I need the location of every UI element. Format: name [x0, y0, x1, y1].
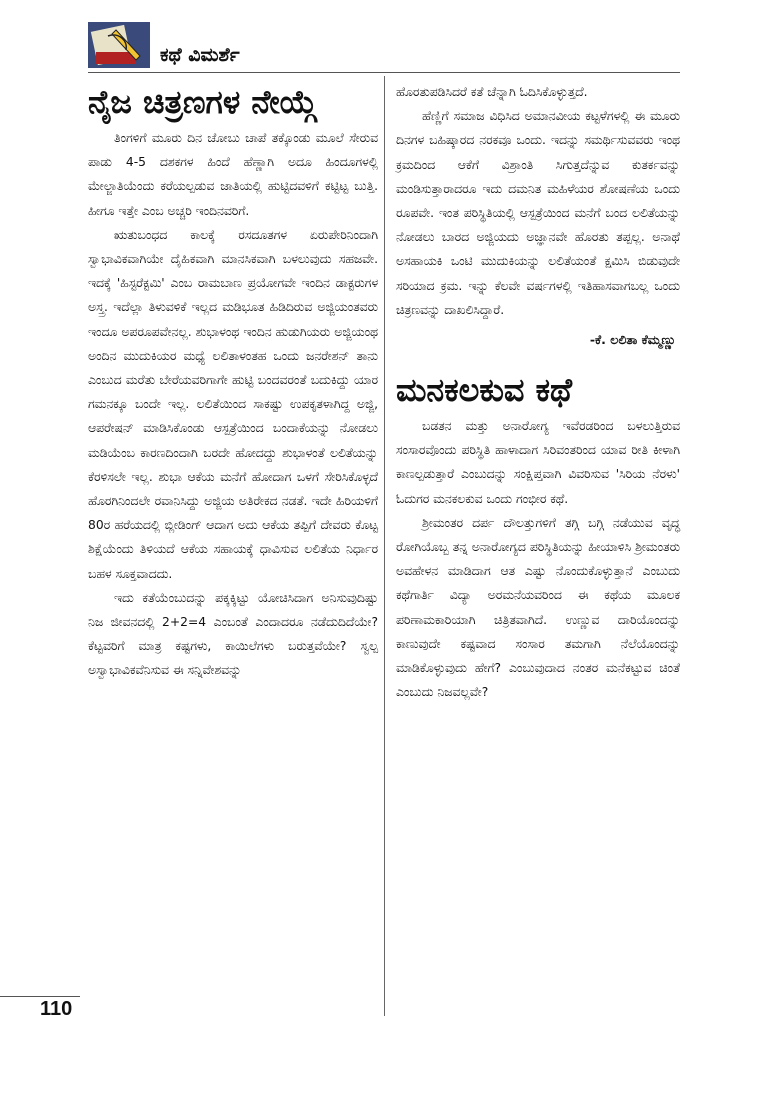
article2-paragraph-1: ಬಡತನ ಮತ್ತು ಅನಾರೋಗ್ಯ ಇವೆರಡರಿಂದ ಬಳಲುತ್ತಿರುವ ಸಂಸಾರವೊಂದು ಪರಿಸ್ಥಿತಿ ಹಾಳಾದಾಗ ಸಿರಿವಂತರಿಂದ ಯಾವ ರೀತಿ ಕೀಳಾಗಿ ಕಾಣಲ್ಪಡುತ್ತಾರೆ ಎಂಬುದನ್ನು ಸಂಕ್ಷಿಪ್ತವಾಗಿ ವಿವರಿಸುವ 'ಸಿರಿಯ ನೆರಳು' ಓದುಗರ ಮನಕಲಕುವ ಒಂದು ಗಂಭೀರ ಕಥೆ. — [396, 419, 680, 506]
section-logo-icon — [88, 22, 150, 68]
article1-paragraph-4: ಹೊರತುಪಡಿಸಿದರೆ ಕತೆ ಚೆನ್ನಾಗಿ ಓದಿಸಿಕೊಳ್ಳುತ್ತದೆ. — [396, 85, 588, 99]
section-title: ಕಥೆ ವಿಮರ್ಶೆ — [160, 44, 240, 66]
page-number: 110 — [40, 998, 73, 1020]
article2-paragraph-2: ಶ್ರೀಮಂತರ ದರ್ಪ ದೌಲತ್ತುಗಳಿಗೆ ತಗ್ಗಿ ಬಗ್ಗಿ ನಡೆಯುವ ವೃದ್ಧ ರೋಗಿಯೊಬ್ಬ ತನ್ನ ಅನಾರೋಗ್ಯದ ಪರಿಸ್ಥಿತಿಯನ್ನು ಹೀಯಾಳಿಸಿ ಶ್ರೀಮಂತರು ಅವಹೇಳನ ಮಾಡಿದಾಗ ಆತ ಎಷ್ಟು ನೊಂದುಕೊಳ್ಳುತ್ತಾನೆ ಎಂಬುದು ಕಥೆಗಾರ್ತಿ ವಿದ್ಯಾ ಅರಮನೆಯವರಿಂದ ಈ ಕಥೆಯ ಮೂಲಕ ಪರಿಣಾಮಕಾರಿಯಾಗಿ ಚಿತ್ರಿತವಾಗಿದೆ. ಉಣ್ಣುವ ದಾರಿಯೊಂದನ್ನು ಕಾಣುವುದೇ ಕಷ್ಟವಾದ ಸಂಸಾರ ತಮಗಾಗಿ ನೆಲೆಯೊಂದನ್ನು ಮಾಡಿಕೊಳ್ಳುವುದು ಹೇಗೆ? ಎಂಬುವುದಾದ ನಂತರ ಮನೆಕಟ್ಟುವ ಚಿಂತೆ ಎಂಬುದು ನಿಜವಲ್ಲವೇ? — [396, 515, 680, 700]
article1-headline: ನೈಜ ಚಿತ್ರಣಗಳ ನೇಯ್ಗೆ — [88, 83, 318, 121]
article2-headline: ಮನಕಲಕುವ ಕಥೆ — [396, 371, 572, 410]
article1-paragraph-5: ಹೆಣ್ಣಿಗೆ ಸಮಾಜ ವಿಧಿಸಿದ ಅಮಾನವೀಯ ಕಟ್ಟಳೆಗಳಲ್ಲಿ ಈ ಮೂರು ದಿನಗಳ ಬಹಿಷ್ಕಾರದ ನರಕವೂ ಒಂದು. ಇದನ್ನು ಸಮರ್ಥಿಸುವವರು ಇಂಥ ಕ್ರಮದಿಂದ ಆಕೆಗೆ ವಿಶ್ರಾಂತಿ ಸಿಗುತ್ತದೆನ್ನುವ ಕುತರ್ಕವನ್ನು ಮಂಡಿಸುತ್ತಾರಾದರೂ ಇದು ದಮನಿತ ಮಹಿಳೆಯರ ಶೋಷಣೆಯ ಒಂದು ರೂಪವೇ. ಇಂತ ಪರಿಸ್ಥಿತಿಯಲ್ಲಿ ಆಸ್ಪತ್ರೆಯಿಂದ ಮನೆಗೆ ಬಂದ ಲಲಿತೆಯನ್ನು ನೋಡಲು ಬಾರದ ಅಜ್ಜಿಯದು ಅಜ್ಞಾನವೇ ಹೊರತು ತಪ್ಪಲ್ಲ. ಅನಾಥೆ ಅಸಹಾಯಕಿ ಒಂಟಿ ಮುದುಕಿಯನ್ನು ಲಲಿತೆಯಂತೆ ಕ್ಷಮಿಸಿ ಬಿಡುವುದೇ ಸರಿಯಾದ ಕ್ರಮ. ಇನ್ನು ಕೆಲವೇ ವರ್ಷಗಳಲ್ಲಿ ಇತಿಹಾಸವಾಗಬಲ್ಲ ಒಂದು ಚಿತ್ರಣವನ್ನು ದಾಖಲಿಸಿದ್ದಾರೆ. — [396, 109, 680, 317]
column-divider — [384, 76, 385, 1016]
article1-paragraph-2: ಋತುಬಂಧದ ಕಾಲಕ್ಕೆ ರಸದೂತಗಳ ಏರುಪೇರಿನಿಂದಾಗಿ ಸ್ವಾಭಾವಿಕವಾಗಿಯೇ ದೈಹಿಕವಾಗಿ ಮಾನಸಿಕವಾಗಿ ಬಳಲುವುದು ಸಹಜವೇ. ಇದಕ್ಕೆ 'ಹಿಸ್ಟರೆಕ್ಟಮಿ' ಎಂಬ ರಾಮಬಾಣ ಪ್ರಯೋಗವೇ ಇಂದಿನ ಡಾಕ್ಟರುಗಳ ಅಸ್ತ್ರ. ಇದೆಲ್ಲಾ ತಿಳುವಳಿಕೆ ಇಲ್ಲದ ಮಡಿಭೂತ ಹಿಡಿದಿರುವ ಅಜ್ಜಿಯಂತವರು ಇಂದೂ ಅಪರೂಪವೇನಲ್ಲ. ಶುಭಾಳಂಥ ಇಂದಿನ ಹುಡುಗಿಯರು ಅಜ್ಜಿಯಂಥ ಅಂದಿನ ಮುದುಕಿಯರ ಮಧ್ಯೆ ಲಲಿತಾಳಂತಹ ಒಂದು ಜನರೇಶನ್ ತಾನು ಎಂಬುದ ಮರೆತು ಬೇರೆಯವರಿಗಾಗೇ ಹುಟ್ಟಿ ಬಂದವರಂತೆ ಬದುಕಿದ್ದು ಯಾರ ಗಮನಕ್ಕೂ ಬಂದೇ ಇಲ್ಲ. ಲಲಿತೆಯಿಂದ ಸಾಕಷ್ಟು ಉಪಕೃತಳಾಗಿದ್ದ ಅಜ್ಜಿ, ಆಪರೇಷನ್ ಮಾಡಿಸಿಕೊಂಡು ಆಸ್ಪತ್ರೆಯಿಂದ ಬಂದಾಕೆಯನ್ನು ನೋಡಲು ಮಡಿಯೆಂಬ ಕಾರಣದಿಂದಾಗಿ ಬರದೇ ಹೋದದ್ದು ಶುಭಾಳಂತೆ ಲಲಿತೆಯನ್ನು ಕೆರಳಿಸಲೇ ಇಲ್ಲ. ಶುಭಾ ಆಕೆಯ ಮನೆಗೆ ಹೋದಾಗ ಒಳಗೆ ಸೇರಿಸಿಕೊಳ್ಳದೆ ಹೊರಗಿನಿಂದಲೇ ರವಾನಿಸಿದ್ದು ಅಜ್ಜಿಯ ಅತಿರೇಕದ ನಡತೆ. ಇದೇ ಹಿರಿಯಳಿಗೆ 80ರ ಹರೆಯದಲ್ಲಿ ಬ್ಲೀಡಿಂಗ್ ಆದಾಗ ಅದು ಆಕೆಯ ತಪ್ಪಿಗೆ ದೇವರು ಕೊಟ್ಟ ಶಿಕ್ಷೆಯೆಂದು ತಿಳಿಯದೆ ಆಕೆಯ ಸಹಾಯಕ್ಕೆ ಧಾವಿಸುವ ಲಲಿತೆಯ ನಿರ್ಧಾರ ಬಹಳ ಸೂಕ್ತವಾದದು. — [88, 227, 378, 581]
left-column — [88, 80, 378, 683]
article1-paragraph-1: ತಿಂಗಳಿಗೆ ಮೂರು ದಿನ ಚೋಬು ಚಾಪೆ ತಕ್ಕೊಂಡು ಮೂಲೆ ಸೇರುವ ಪಾಡು 4-5 ದಶಕಗಳ ಹಿಂದೆ ಹೆಣ್ಣಾಗಿ ಅದೂ ಹಿಂದೂಗಳಲ್ಲಿ ಮೇಲ್ಜಾತಿಯೆಂದು ಕರೆಯಲ್ಪಡುವ ಜಾತಿಯಲ್ಲಿ ಹುಟ್ಟಿದವಳಿಗೆ ಕಟ್ಟಿಟ್ಟ ಬುತ್ತಿ. ಹೀಗೂ ಇತ್ತೇ ಎಂಬ ಅಚ್ಚರಿ ಇಂದಿನವರಿಗೆ. — [88, 131, 378, 218]
page-number-rule — [0, 996, 80, 997]
right-column — [396, 80, 680, 704]
header-divider — [88, 72, 680, 73]
article1-paragraph-3: ಇದು ಕತೆಯೆಂಬುದನ್ನು ಪಕ್ಕಕ್ಕಿಟ್ಟು ಯೋಚಿಸಿದಾಗ ಅನಿಸುವುದಿಷ್ಟು ನಿಜ ಜೀವನದಲ್ಲಿ 2+2=4 ಎಂಬಂತೆ ಎಂದಾದರೂ ನಡೆದುದಿದೆಯೇ? ಕೆಟ್ಟವರಿಗೆ ಮಾತ್ರ ಕಷ್ಟಗಳು, ಕಾಯಿಲೆಗಳು ಬರುತ್ತವೆಯೇ? ಸ್ವಲ್ಪ ಅಸ್ವಾಭಾವಿಕವೆನಿಸುವ ಈ ಸನ್ನಿವೇಶವನ್ನು — [88, 590, 378, 678]
article1-author: -ಕೆ. ಲಲಿತಾ ಕೆಮ್ಮಣ್ಣು — [589, 332, 676, 348]
